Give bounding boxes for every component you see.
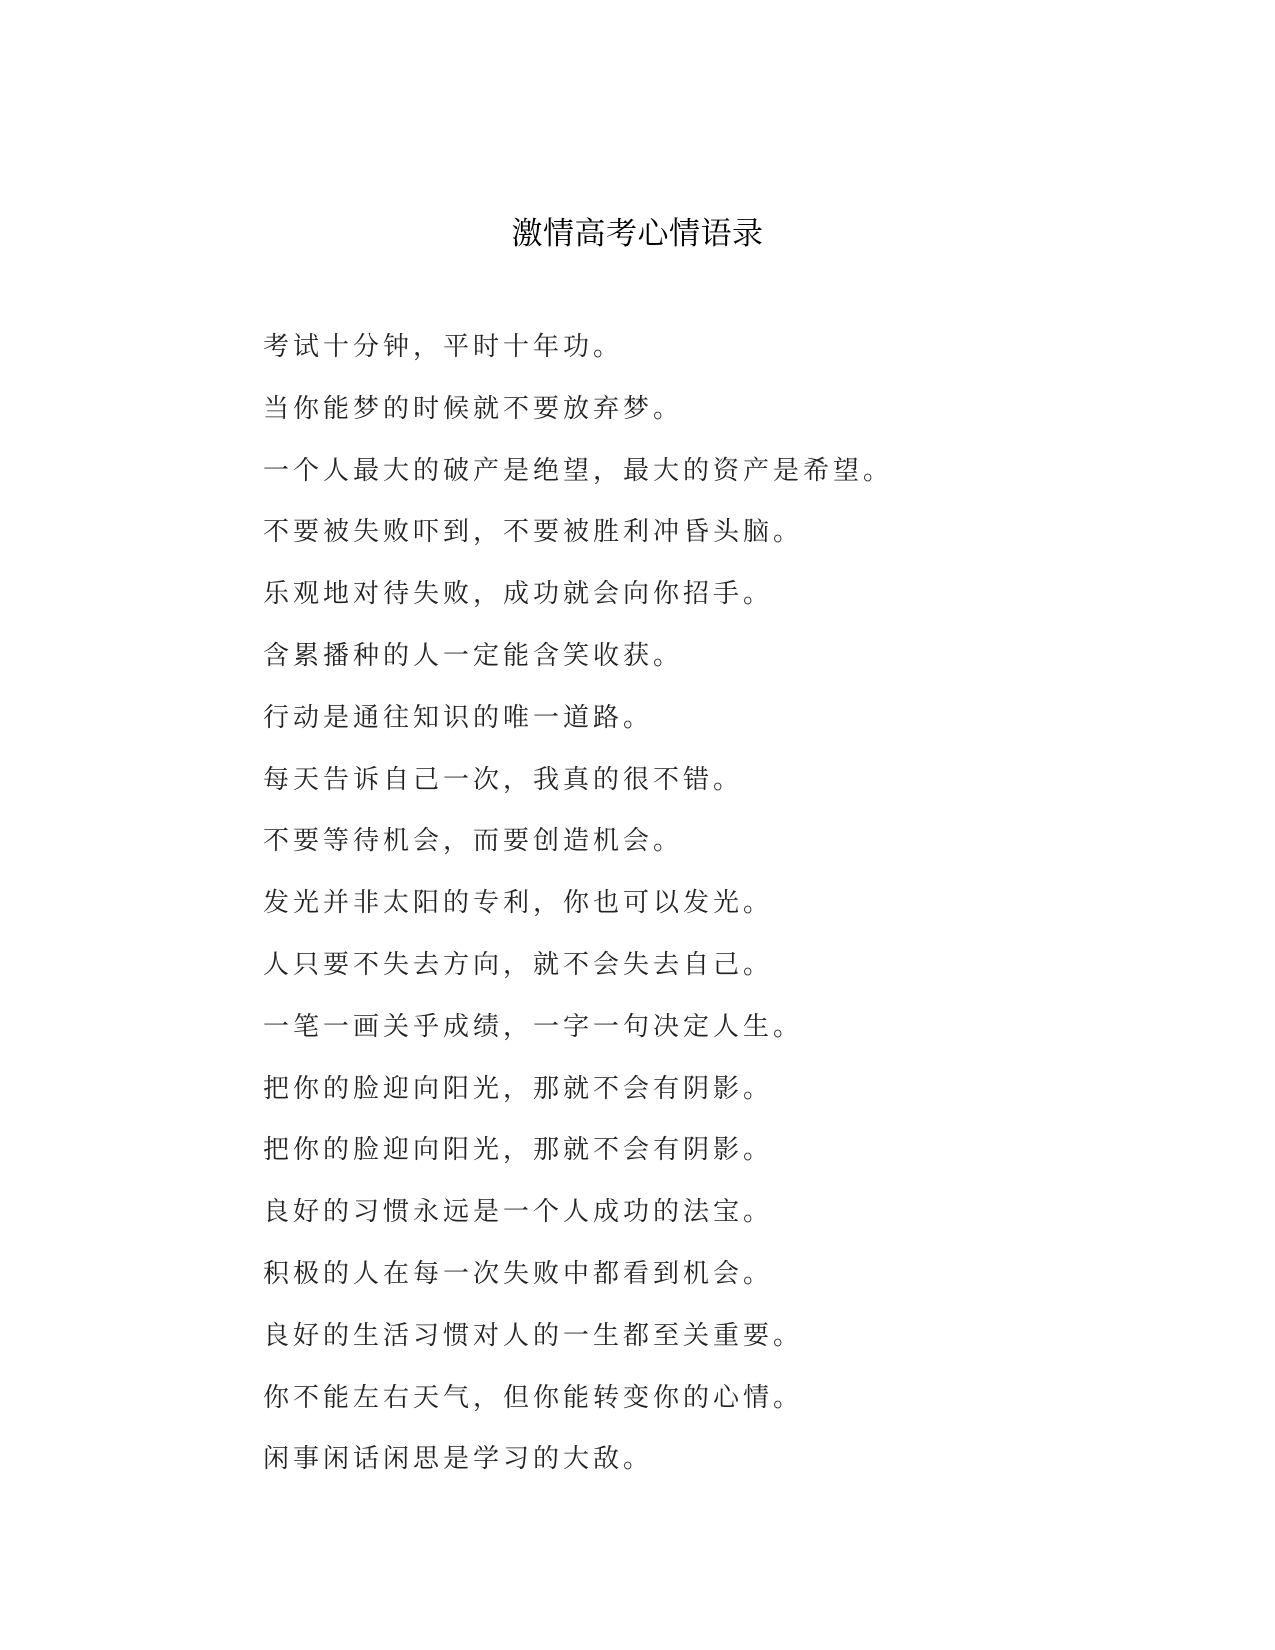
quote-line: 积极的人在每一次失败中都看到机会。 bbox=[263, 1258, 774, 1289]
quote-line: 发光并非太阳的专利，你也可以发光。 bbox=[263, 888, 774, 919]
quote-line: 良好的生活习惯对人的一生都至关重要。 bbox=[263, 1320, 804, 1351]
quote-line: 你不能左右天气，但你能转变你的心情。 bbox=[263, 1382, 804, 1413]
quote-line: 行动是通往知识的唯一道路。 bbox=[263, 702, 654, 733]
quote-line: 闲事闲话闲思是学习的大敌。 bbox=[263, 1444, 654, 1475]
quote-line: 每天告诉自己一次，我真的很不错。 bbox=[263, 764, 744, 795]
quote-list bbox=[263, 332, 1163, 1506]
quote-line: 一个人最大的破产是绝望，最大的资产是希望。 bbox=[263, 455, 894, 486]
quote-line: 把你的脸迎向阳光，那就不会有阴影。 bbox=[263, 1135, 774, 1166]
quote-line: 把你的脸迎向阳光，那就不会有阴影。 bbox=[263, 1073, 774, 1104]
quote-line: 人只要不失去方向，就不会失去自己。 bbox=[263, 949, 774, 980]
quote-line: 当你能梦的时候就不要放弃梦。 bbox=[263, 393, 684, 424]
quote-line: 不要被失败吓到，不要被胜利冲昏头脑。 bbox=[263, 517, 804, 548]
quote-line: 一笔一画关乎成绩，一字一句决定人生。 bbox=[263, 1011, 804, 1042]
quote-line: 含累播种的人一定能含笑收获。 bbox=[263, 640, 684, 671]
quote-line: 考试十分钟，平时十年功。 bbox=[263, 332, 624, 362]
quote-line: 乐观地对待失败，成功就会向你招手。 bbox=[263, 579, 774, 610]
quote-line: 良好的习惯永远是一个人成功的法宝。 bbox=[263, 1197, 774, 1228]
quote-line: 不要等待机会，而要创造机会。 bbox=[263, 826, 684, 857]
document-title: 激情高考心情语录 bbox=[511, 216, 764, 252]
